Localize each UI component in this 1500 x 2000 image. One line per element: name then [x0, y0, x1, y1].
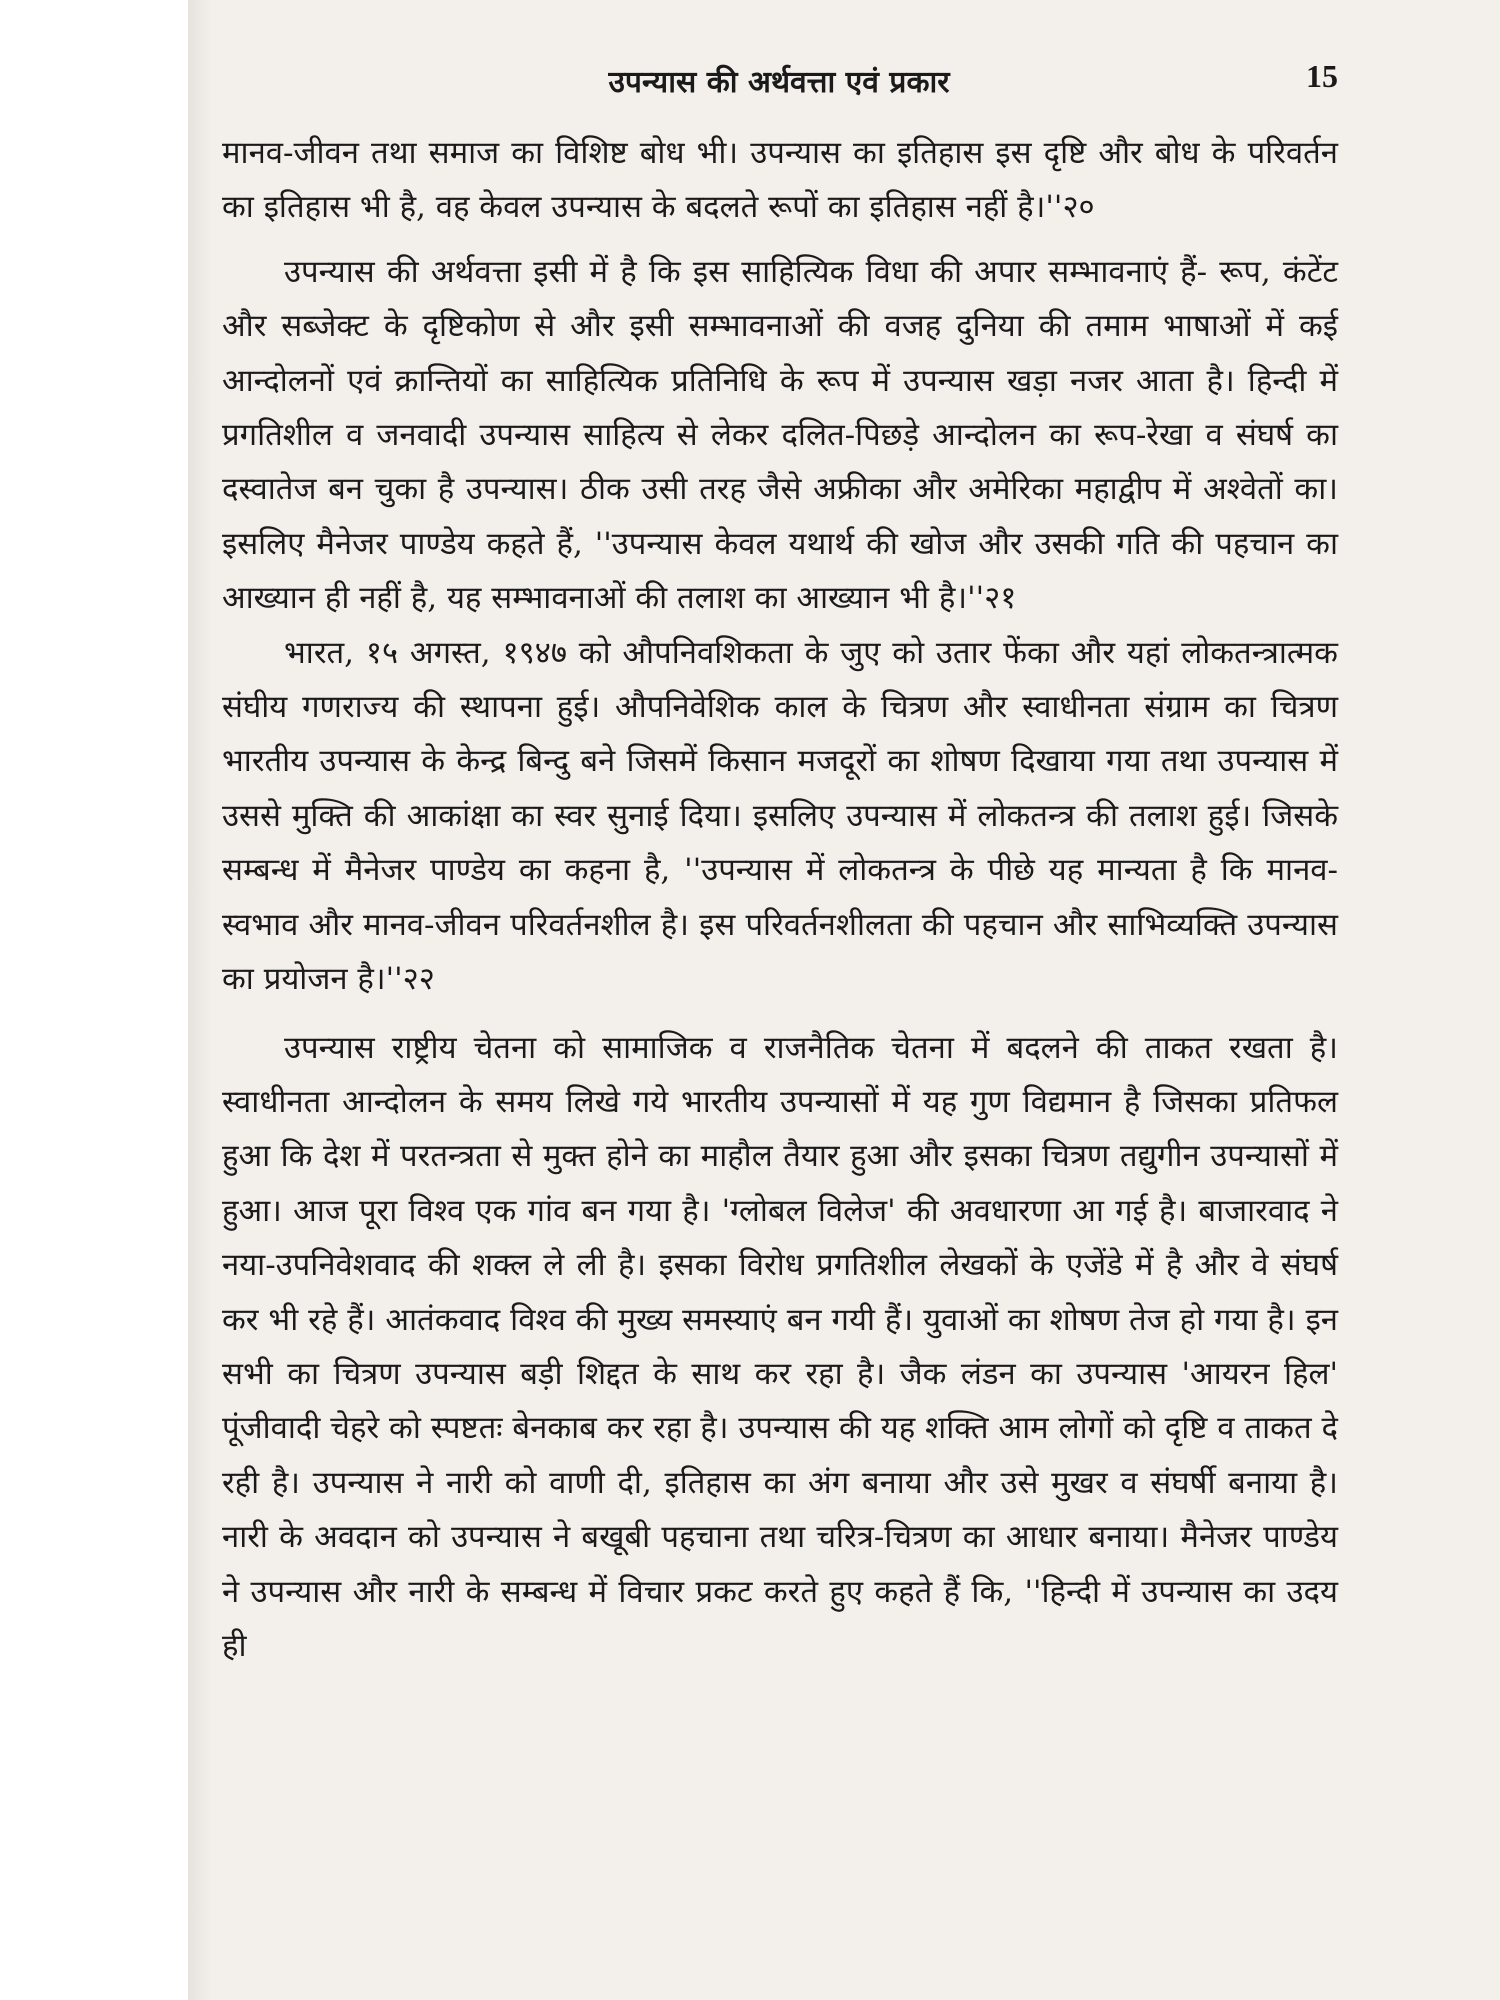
page-header	[220, 60, 1338, 110]
page-number: 15	[1306, 58, 1338, 94]
page-gutter-shadow	[188, 0, 212, 2000]
body-text	[222, 126, 1338, 1673]
paragraph-novel-significance: उपन्यास की अर्थवत्ता इसी में है कि इस साहित्यिक विधा की अपार सम्भावनाएं हैं- रूप, कंटेंट और सब्जेक्ट के दृष्टिकोण से और इसी सम्भावनाओं की वजह दुनिया की तमाम भाषाओं में कई आन्दोलनों एवं क्रान्तियों का साहित्यिक प्रतिनिधि के रूप में उपन्यास खड़ा नजर आता है। हिन्दी में प्रगतिशील व जनवादी उपन्यास साहित्य से लेकर दलित-पिछड़े आन्दोलन का रूप-रेखा व संघर्ष का दस्वातेज बन चुका है उपन्यास। ठीक उसी तरह जैसे अफ्रीका और अमेरिका महाद्वीप में अश्वेतों का। इसलिए मैनेजर पाण्डेय कहते हैं, ''उपन्यास केवल यथार्थ की खोज और उसकी गति की पहचान का आख्यान ही नहीं है, यह सम्भावनाओं की तलाश का आख्यान भी है।''२१	[222, 253, 1338, 617]
running-title: उपन्यास की अर्थवत्ता एवं प्रकार	[608, 65, 950, 100]
paragraph-independence-democracy: भारत, १५ अगस्त, १९४७ को औपनिवशिकता के जुए को उतार फेंका और यहां लोकतन्त्रात्मक संघीय गणराज्य की स्थापना हुई। औपनिवेशिक काल के चित्रण और स्वाधीनता संग्राम का चित्रण भारतीय उपन्यास के केन्द्र बिन्दु बने जिसमें किसान मजदूरों का शोषण दिखाया गया तथा उपन्यास में उससे मुक्ति की आकांक्षा का स्वर सुनाई दिया। इसलिए उपन्यास में लोकतन्त्र की तलाश हुई। जिसके सम्बन्ध में मैनेजर पाण्डेय का कहना है, ''उपन्यास में लोकतन्त्र के पीछे यह मान्यता है कि मानव-स्वभाव और मानव-जीवन परिवर्तनशील है। इस परिवर्तनशीलता की पहचान और साभिव्यक्ति उपन्यास का प्रयोजन है।''२२	[222, 634, 1338, 998]
paragraph-continued-quote: मानव-जीवन तथा समाज का विशिष्ट बोध भी। उपन्यास का इतिहास इस दृष्टि और बोध के परिवर्तन का इतिहास भी है, वह केवल उपन्यास के बदलते रूपों का इतिहास नहीं है।''२०	[222, 135, 1338, 226]
paragraph-national-consciousness: उपन्यास राष्ट्रीय चेतना को सामाजिक व राजनैतिक चेतना में बदलने की ताकत रखता है। स्वाधीनता आन्दोलन के समय लिखे गये भारतीय उपन्यासों में यह गुण विद्यमान है जिसका प्रतिफल हुआ कि देश में परतन्त्रता से मुक्त होने का माहौल तैयार हुआ और इसका चित्रण तद्युगीन उपन्यासों में हुआ। आज पूरा विश्व एक गांव बन गया है। 'ग्लोबल विलेज' की अवधारणा आ गई है। बाजारवाद ने नया-उपनिवेशवाद की शक्ल ले ली है। इसका विरोध प्रगतिशील लेखकों के एजेंडे में है और वे संघर्ष कर भी रहे हैं। आतंकवाद विश्व की मुख्य समस्याएं बन गयी हैं। युवाओं का शोषण तेज हो गया है। इन सभी का चित्रण उपन्यास बड़ी शिद्दत के साथ कर रहा है। जैक लंडन का उपन्यास 'आयरन हिल' पूंजीवादी चेहरे को स्पष्टतः बेनकाब कर रहा है। उपन्यास की यह शक्ति आम लोगों को दृष्टि व ताकत दे रही है। उपन्यास ने नारी को वाणी दी, इतिहास का अंग बनाया और उसे मुखर व संघर्षी बनाया है। नारी के अवदान को उपन्यास ने बखूबी पहचाना तथा चरित्र-चित्रण का आधार बनाया। मैनेजर पाण्डेय ने उपन्यास और नारी के सम्बन्ध में विचार प्रकट करते हुए कहते हैं कि, ''हिन्दी में उपन्यास का उदय ही	[222, 1029, 1338, 1664]
